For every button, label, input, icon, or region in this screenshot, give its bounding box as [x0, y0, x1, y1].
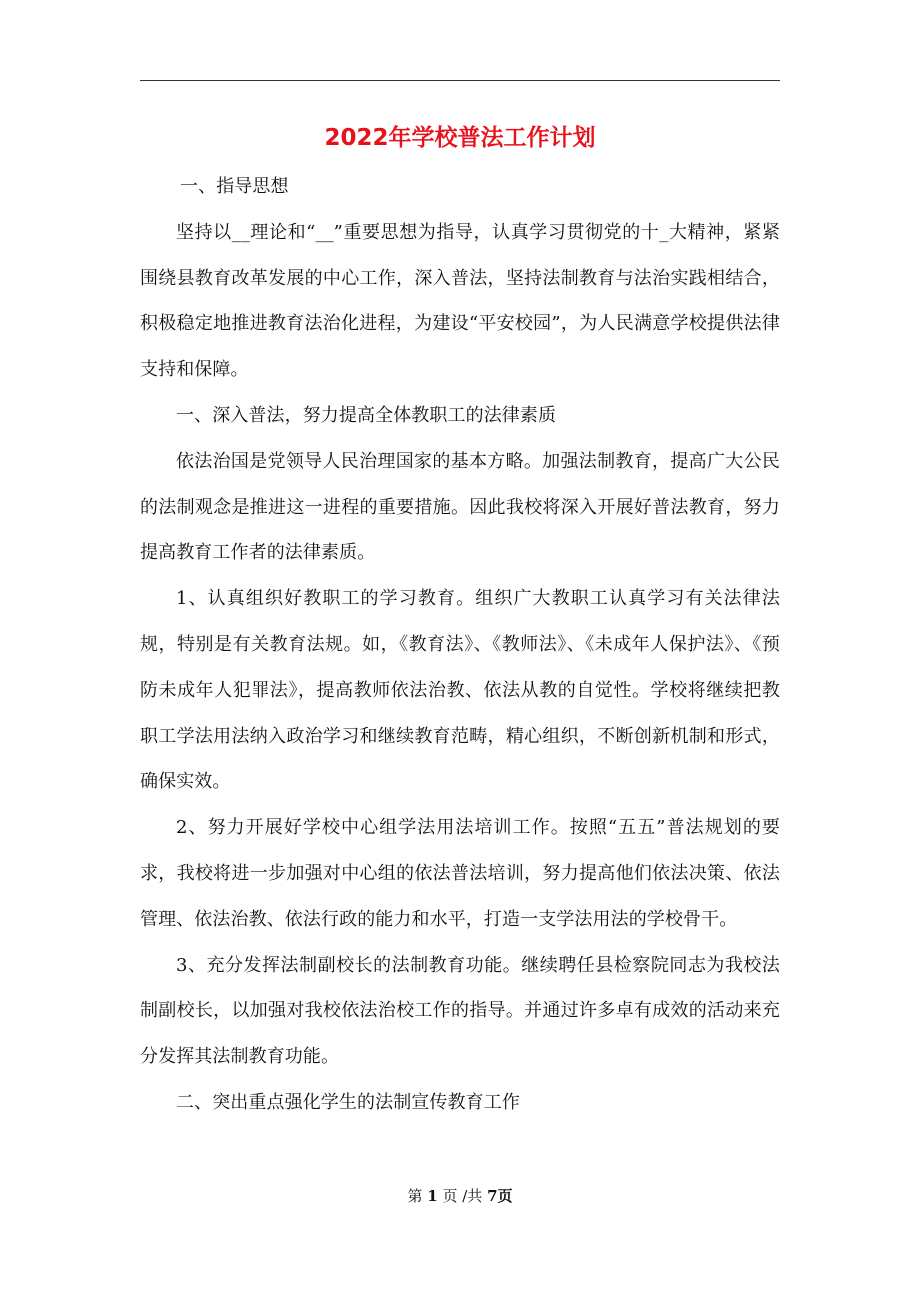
- paragraph: 依法治国是党领导人民治理国家的基本方略。加强法制教育，提高广大公民的法制观念是推进这一进程的重要措施。因此我校将深入开展好普法教育，努力提高教育工作者的法律素质。: [140, 450, 780, 564]
- footer-total-pages: 7: [487, 1187, 498, 1205]
- footer-page-number: 1: [427, 1187, 438, 1205]
- footer-suffix: 页: [497, 1187, 513, 1205]
- paragraph: 坚持以__理论和“__”重要思想为指导，认真学习贯彻党的十_大精神，紧紧围绕县教育改革发展的中心工作，深入普法，坚持法制教育与法治实践相结合，积极稳定地推进教育法治化进程，为建设“平安校园”，为人民满意学校提供法律支持和保障。: [140, 221, 780, 381]
- list-item-3: 3、充分发挥法制副校长的法制教育功能。继续聘任县检察院同志为我校法制副校长，以加强对我校依法治校工作的指导。并通过许多卓有成效的活动来充分发挥其法制教育功能。: [140, 954, 780, 1068]
- section-heading-legal-literacy: 一、深入普法，努力提高全体教职工的法律素质: [176, 404, 557, 426]
- header-rule: [140, 80, 780, 81]
- footer-prefix: 第: [407, 1187, 423, 1205]
- document-title: 2022年学校普法工作计划: [324, 125, 596, 151]
- list-item-1: 1、认真组织好教职工的学习教育。组织广大教职工认真学习有关法律法规，特别是有关教育法规。如，《教育法》、《教师法》、《未成年人保护法》、《预防未成年人犯罪法》，提高教师依法治教、依法从教的自觉性。学校将继续把教职工学法用法纳入政治学习和继续教育范畴，精心组织，不断创新机制和形式，确保实效。: [140, 588, 780, 793]
- document-body: [140, 164, 780, 1126]
- section-heading-guiding-ideology: 一、指导思想: [180, 176, 289, 197]
- footer-middle: 页 /共: [442, 1187, 483, 1205]
- section-heading-student-education: 二、突出重点强化学生的法制宣传教育工作: [176, 1091, 520, 1113]
- list-item-2: 2、努力开展好学校中心组学法用法培训工作。按照“五五”普法规划的要求，我校将进一步加强对中心组的依法普法培训，努力提高他们依法决策、依法管理、依法治教、依法行政的能力和水平，打造一支学法用法的学校骨干。: [140, 817, 780, 930]
- page-footer: [140, 1184, 780, 1208]
